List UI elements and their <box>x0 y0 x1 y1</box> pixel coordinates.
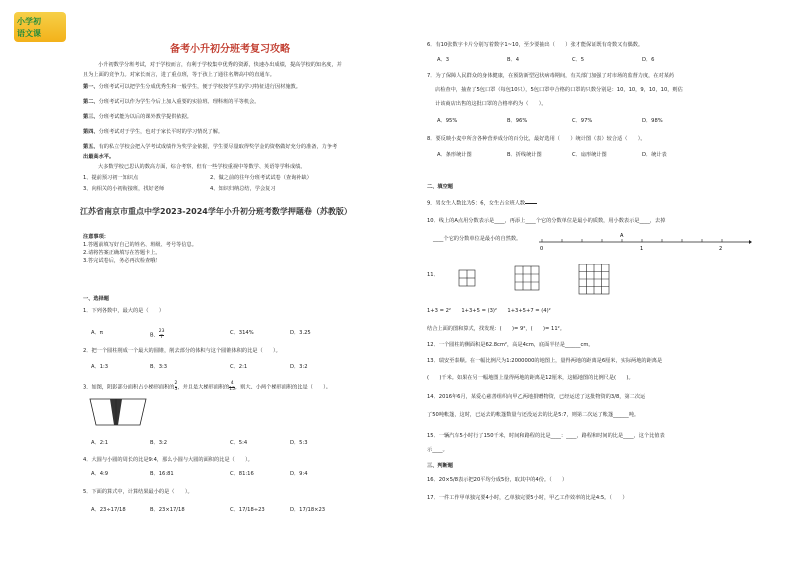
q8-opt-c: C．扇形统计图 <box>572 152 607 158</box>
q3-text: 3．如图，阴影部分面积占小梯形面积的 $\frac{2}{5}$，并且是大梯形面积的 $\frac{4}{15}$，则大、小两个梯形面积的比是（ ）。 <box>83 381 331 392</box>
q8-text: 8．要反映小麦中所含各种营养成分的百分比，最好选用（ ）统计图（表）较合适（ ）。 <box>427 136 646 142</box>
svg-text:0: 0 <box>540 246 544 252</box>
q14-line-2: 了50吨帐篷，这时，已运去的帐篷数量与还没运去的比是5:7，则第二次运了帐篷______吨。 <box>427 412 640 418</box>
q5-opt-a: A．23÷17/18 <box>91 507 126 513</box>
q2-opt-d: D．3:2 <box>290 364 308 370</box>
q7-opt-b: B．96% <box>507 118 528 124</box>
q11-equations: 1+3 = 2² 1+3+5 = (3)² 1+3+5+7 = (4)² <box>427 308 551 314</box>
q17-text: 17．一件工作甲单独完要4小时，乙单独完要5小时，甲乙工作效率的比是4:5。（ ） <box>427 495 628 501</box>
tip-2: 2、做之前的往年分班考试试卷（查询补缺） <box>210 175 312 181</box>
q11-question: 结合上面的图和算式，找发现：( )= 9²，( )= 11²。 <box>427 326 565 332</box>
exam-title: 江苏省南京市重点中学2023-2024学年小升初分班考数学押题卷（苏教版） <box>80 207 352 216</box>
note-1: 1.答题前填写好自己的姓名、班级、考号等信息。 <box>83 242 197 248</box>
q15-line-1: 15．一辆汽车5小时行了150千米，时间和路程的比是____：____，路程和时间的比是____，这个比值表 <box>427 433 665 439</box>
section-1-title: 一、选择题 <box>83 296 109 302</box>
guide-intro-2: 且为上面的竞争力。对家长而言，进了重点班，等于孩上了通往名牌高中的直通车。 <box>83 72 275 78</box>
q11-label: 11． <box>427 272 439 278</box>
q4-opt-d: D．9:4 <box>290 471 308 477</box>
q5-opt-b: B．23×17/18 <box>150 507 185 513</box>
q8-opt-a: A．条形统计图 <box>437 152 472 158</box>
section-3-title: 三、判断题 <box>427 463 453 469</box>
q10-line-1: 10．线上的A点用分数表示是____，再添上____个它的分数单位是最小的质数，用小数表示是____，去掉 <box>427 218 666 224</box>
q4-opt-c: C．81:16 <box>230 471 254 477</box>
tip-1: 1、提前预习初一知识点 <box>83 175 139 181</box>
q15-line-2: 示____。 <box>427 447 448 453</box>
section-2-title: 二、填空题 <box>427 184 453 190</box>
q6-opt-d: D．6 <box>642 57 655 63</box>
q7-opt-c: C．97% <box>572 118 593 124</box>
q12-text: 12．一个圆柱的侧面积是62.8cm²，高是4cm，底面半径是______cm。 <box>427 342 594 348</box>
notes-title: 注意事项： <box>83 234 109 240</box>
guide-item-2: 第二、分班考试可以作为学生今后上加入重要的实验班、理科班的平等机会。 <box>83 99 260 105</box>
guide-item-6: 出最高水平。 <box>83 154 115 160</box>
q1-opt-d: D．3.25 <box>290 330 311 336</box>
q14-line-1: 14．2016年6月，某爱心慈善组织向甲乙两地捐赠物资，已经运送了这批物资的3/8，第二次运 <box>427 394 646 400</box>
q5-opt-c: C．17/18÷23 <box>230 507 265 513</box>
q1-opt-c: C．314% <box>230 330 254 336</box>
q7-line-1: 7．为了保障人民群众的身体健康，在预防新型冠状病毒期间，有关部门加强了对市场的监督力度，在对某药 <box>427 73 675 79</box>
q6-opt-b: B．4 <box>507 57 520 63</box>
q5-opt-d: D．17/18×23 <box>290 507 326 513</box>
q7-line-2: 店检查中，抽查了5包口罩（每包10只），5包口罩中合格的口罩的只数分别是：10，10，9，10，10，则估 <box>435 87 683 93</box>
q9-blank-fraction <box>525 198 537 208</box>
q7-line-3: 计该商店出售的这批口罩的合格率约为（ ）。 <box>435 101 547 107</box>
q10-line-2: ____个它的分数单位是最小的自然数。 <box>433 236 522 242</box>
q2-opt-a: A．1:3 <box>91 364 109 370</box>
guide-intro-1: 小升初数学分班考试，对于学校而言，有利于学校集中优秀的资源，快速办出成绩，提高学校的知名度，并 <box>98 62 342 68</box>
note-3: 3.答完试卷后，务必再次检查哦！ <box>83 258 161 264</box>
q16-text: 16．20×5/8表示把20平均分成5份，取其中的4份。（ ） <box>427 477 568 483</box>
q4-text: 4．大圆与小圆的周长的比是9:4，那么小圆与大圆的面积的比是（ ）。 <box>83 457 253 463</box>
q3-opt-a: A．2:1 <box>91 440 109 446</box>
q13-line-2: ( )千米。如果在另一幅地图上量得两地的距离是12厘米，这幅地图的比例尺是( )。 <box>427 375 634 381</box>
square-pattern-figures <box>457 264 677 300</box>
logo-text: 小学初 <box>17 17 41 26</box>
guide-title: 备考小升初分班考复习攻略 <box>170 44 290 55</box>
number-line <box>537 232 752 252</box>
q6-opt-c: C．5 <box>572 57 585 63</box>
brand-logo <box>14 12 66 42</box>
q3-fraction-1: $\frac{2}{5}$ <box>174 381 178 392</box>
q3-opt-b: B．3:2 <box>150 440 168 446</box>
right-page <box>397 0 794 562</box>
q3-fraction-2: $\frac{4}{15}$ <box>229 381 235 392</box>
q2-opt-b: B．3:3 <box>150 364 168 370</box>
q1-opt-b: B． $\frac{23}{7}$ <box>150 329 165 340</box>
q7-opt-a: A．95% <box>437 118 458 124</box>
svg-text:2: 2 <box>719 246 723 252</box>
guide-summary: 大多数学校已思认的数高方面，综合考察，但有一些学校重视中等数学、英语等学科成绩。 <box>98 164 306 170</box>
q1-text: 1．下列各数中，最大的是（ ） <box>83 308 165 314</box>
trapezoid-figure <box>88 397 148 427</box>
guide-item-3: 第三、分班考试能为以后的课外教学提供依据。 <box>83 114 192 120</box>
svg-text:1: 1 <box>640 246 644 252</box>
guide-item-1: 第一、分班考试可以把学生分成优秀生和一般学生，便于学校按学生的学习特征进行因材施教。 <box>83 84 301 90</box>
logo-text-2: 语文课 <box>17 29 41 38</box>
q8-opt-b: B．折线统计图 <box>507 152 542 158</box>
guide-item-5: 第五、有的私立学校会把入学考试成绩作为奖学金依据，学生要尽量取得奖学金的资格做好充分的准备，力争考 <box>83 144 338 150</box>
tip-3: 3、向相关的小初衔接班，找好老师 <box>83 186 165 192</box>
guide-item-4: 第四、分班考试对于学生，也对于家长平时的学习情况了解。 <box>83 129 224 135</box>
q6-text: 6．有10张数字卡片分别写着数字1~10，至少要抽出（ ）张才能保证既有奇数又有偶数。 <box>427 42 644 48</box>
tip-4: 4、知识归纳总结，学会复习 <box>210 186 276 192</box>
q1-opt-a: A．π <box>91 330 103 336</box>
q3-opt-c: C．5:4 <box>230 440 248 446</box>
q9-text: 9．男女生人数比为5：6，女生占全班人数 <box>427 198 537 208</box>
q6-opt-a: A．3 <box>437 57 450 63</box>
q4-opt-a: A．4:9 <box>91 471 109 477</box>
svg-text:A: A <box>620 233 624 239</box>
note-2: 2.请将答案正确填写在答题卡上。 <box>83 250 161 256</box>
q1-fraction: $\frac{23}{7}$ <box>158 329 165 340</box>
q2-text: 2．把一个圆柱削成一个最大的圆锥，削去部分的体积与这个圆锥体积的比是（ ）。 <box>83 348 281 354</box>
q13-line-1: 13．瑞安至泰顺。在一幅比例尺为1:2000000的地图上，量得两地的距离是6厘米，实际两地的距离是 <box>427 358 663 364</box>
q2-opt-c: C．2:1 <box>230 364 248 370</box>
q3-opt-d: D．5:3 <box>290 440 308 446</box>
q8-opt-d: D．统计表 <box>642 152 667 158</box>
q7-opt-d: D．98% <box>642 118 663 124</box>
q4-opt-b: B．16:81 <box>150 471 174 477</box>
q5-text: 5．下面的算式中，计算结果最小的是（ ）。 <box>83 489 193 495</box>
